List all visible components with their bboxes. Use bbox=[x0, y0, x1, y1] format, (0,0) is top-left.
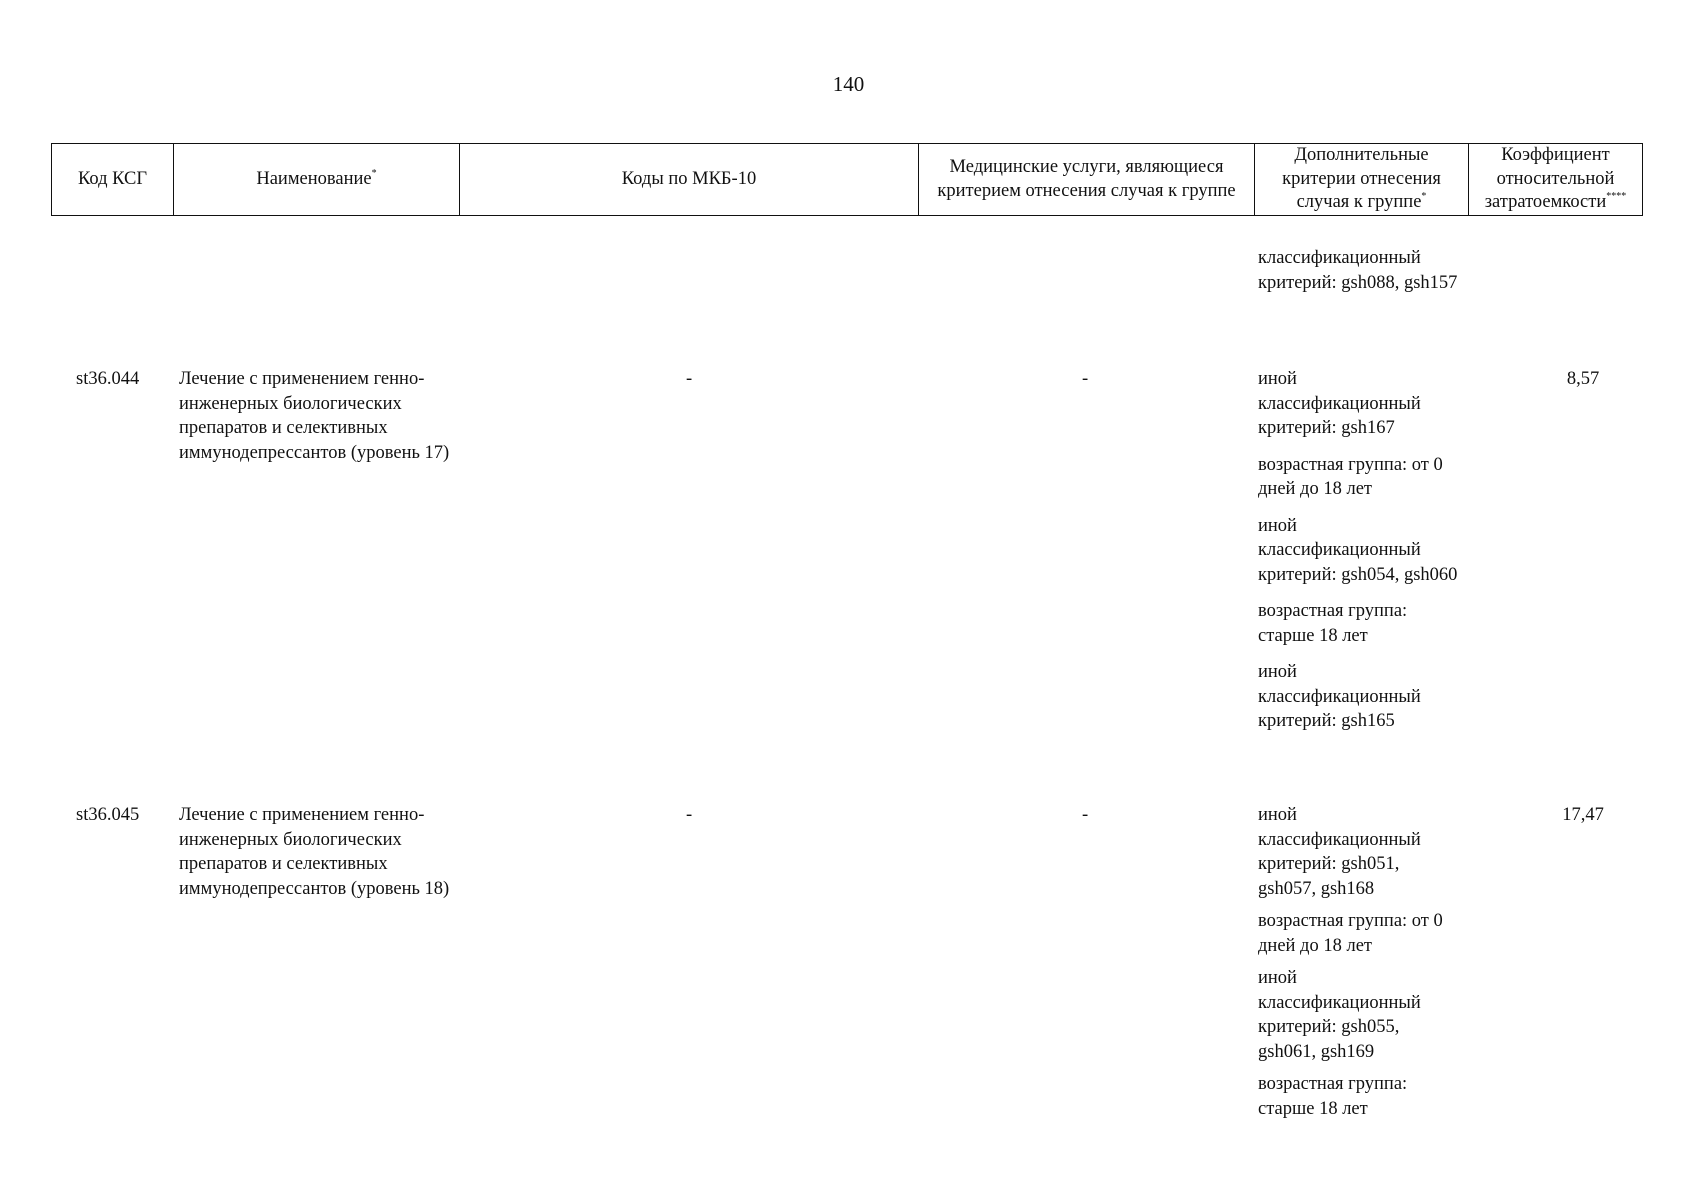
row-coef: 8,57 bbox=[1566, 369, 1600, 389]
footnote-mark: **** bbox=[1606, 191, 1627, 203]
continued-criterion: классификационный критерий: gsh088, gsh157 bbox=[1258, 248, 1458, 293]
row-medical: - bbox=[1082, 805, 1089, 825]
header-name-label: Наименование bbox=[256, 168, 372, 189]
row-criteria bbox=[1258, 367, 1458, 746]
page-number: 140 bbox=[832, 72, 865, 96]
row-coef: 17,47 bbox=[1562, 805, 1604, 825]
footnote-mark: * bbox=[371, 167, 377, 179]
criterion: возрастная группа: старше 18 лет bbox=[1258, 1074, 1408, 1119]
header-name bbox=[174, 144, 460, 215]
row-criteria bbox=[1258, 803, 1458, 1129]
row-code: st36.045 bbox=[76, 805, 140, 825]
row-medical: - bbox=[1082, 369, 1089, 389]
row-name: Лечение с применением генно-инженерных биологических препаратов и селективных иммунодепрессантов (уровень 18) bbox=[179, 805, 450, 899]
header-coef bbox=[1469, 144, 1642, 215]
header-coef-label: Коэффициент относительной затратоемкости bbox=[1484, 145, 1615, 213]
criterion: иной классификационный критерий: gsh055, gsh061, gsh169 bbox=[1258, 968, 1421, 1062]
header-mkb-label: Коды по МКБ-10 bbox=[621, 168, 757, 189]
criterion: иной классификационный критерий: gsh051, gsh057, gsh168 bbox=[1258, 805, 1421, 899]
criterion: иной классификационный критерий: gsh165 bbox=[1258, 662, 1421, 731]
criterion: возрастная группа: от 0 дней до 18 лет bbox=[1258, 911, 1443, 956]
row-code: st36.044 bbox=[76, 369, 140, 389]
header-medical-label: Медицинские услуги, являющиеся критерием отнесения случая к группе bbox=[937, 157, 1236, 201]
criterion: возрастная группа: старше 18 лет bbox=[1258, 601, 1408, 646]
criterion: иной классификационный критерий: gsh054, gsh060 bbox=[1258, 515, 1458, 585]
row-name: Лечение с применением генно-инженерных биологических препаратов и селективных иммунодепрессантов (уровень 17) bbox=[179, 369, 450, 463]
header-code bbox=[52, 144, 174, 215]
row-mkb: - bbox=[686, 369, 693, 389]
footnote-mark: * bbox=[1421, 191, 1427, 203]
table-header bbox=[51, 143, 1643, 216]
header-mkb bbox=[460, 144, 919, 215]
header-code-label: Код КСГ bbox=[77, 168, 148, 189]
header-additional-label: Дополнительные критерии отнесения случая к группе bbox=[1282, 145, 1441, 213]
header-additional bbox=[1255, 144, 1469, 215]
criterion: иной классификационный критерий: gsh167 bbox=[1258, 369, 1421, 438]
row-mkb: - bbox=[686, 805, 693, 825]
header-medical bbox=[919, 144, 1255, 215]
criterion: возрастная группа: от 0 дней до 18 лет bbox=[1258, 454, 1443, 499]
